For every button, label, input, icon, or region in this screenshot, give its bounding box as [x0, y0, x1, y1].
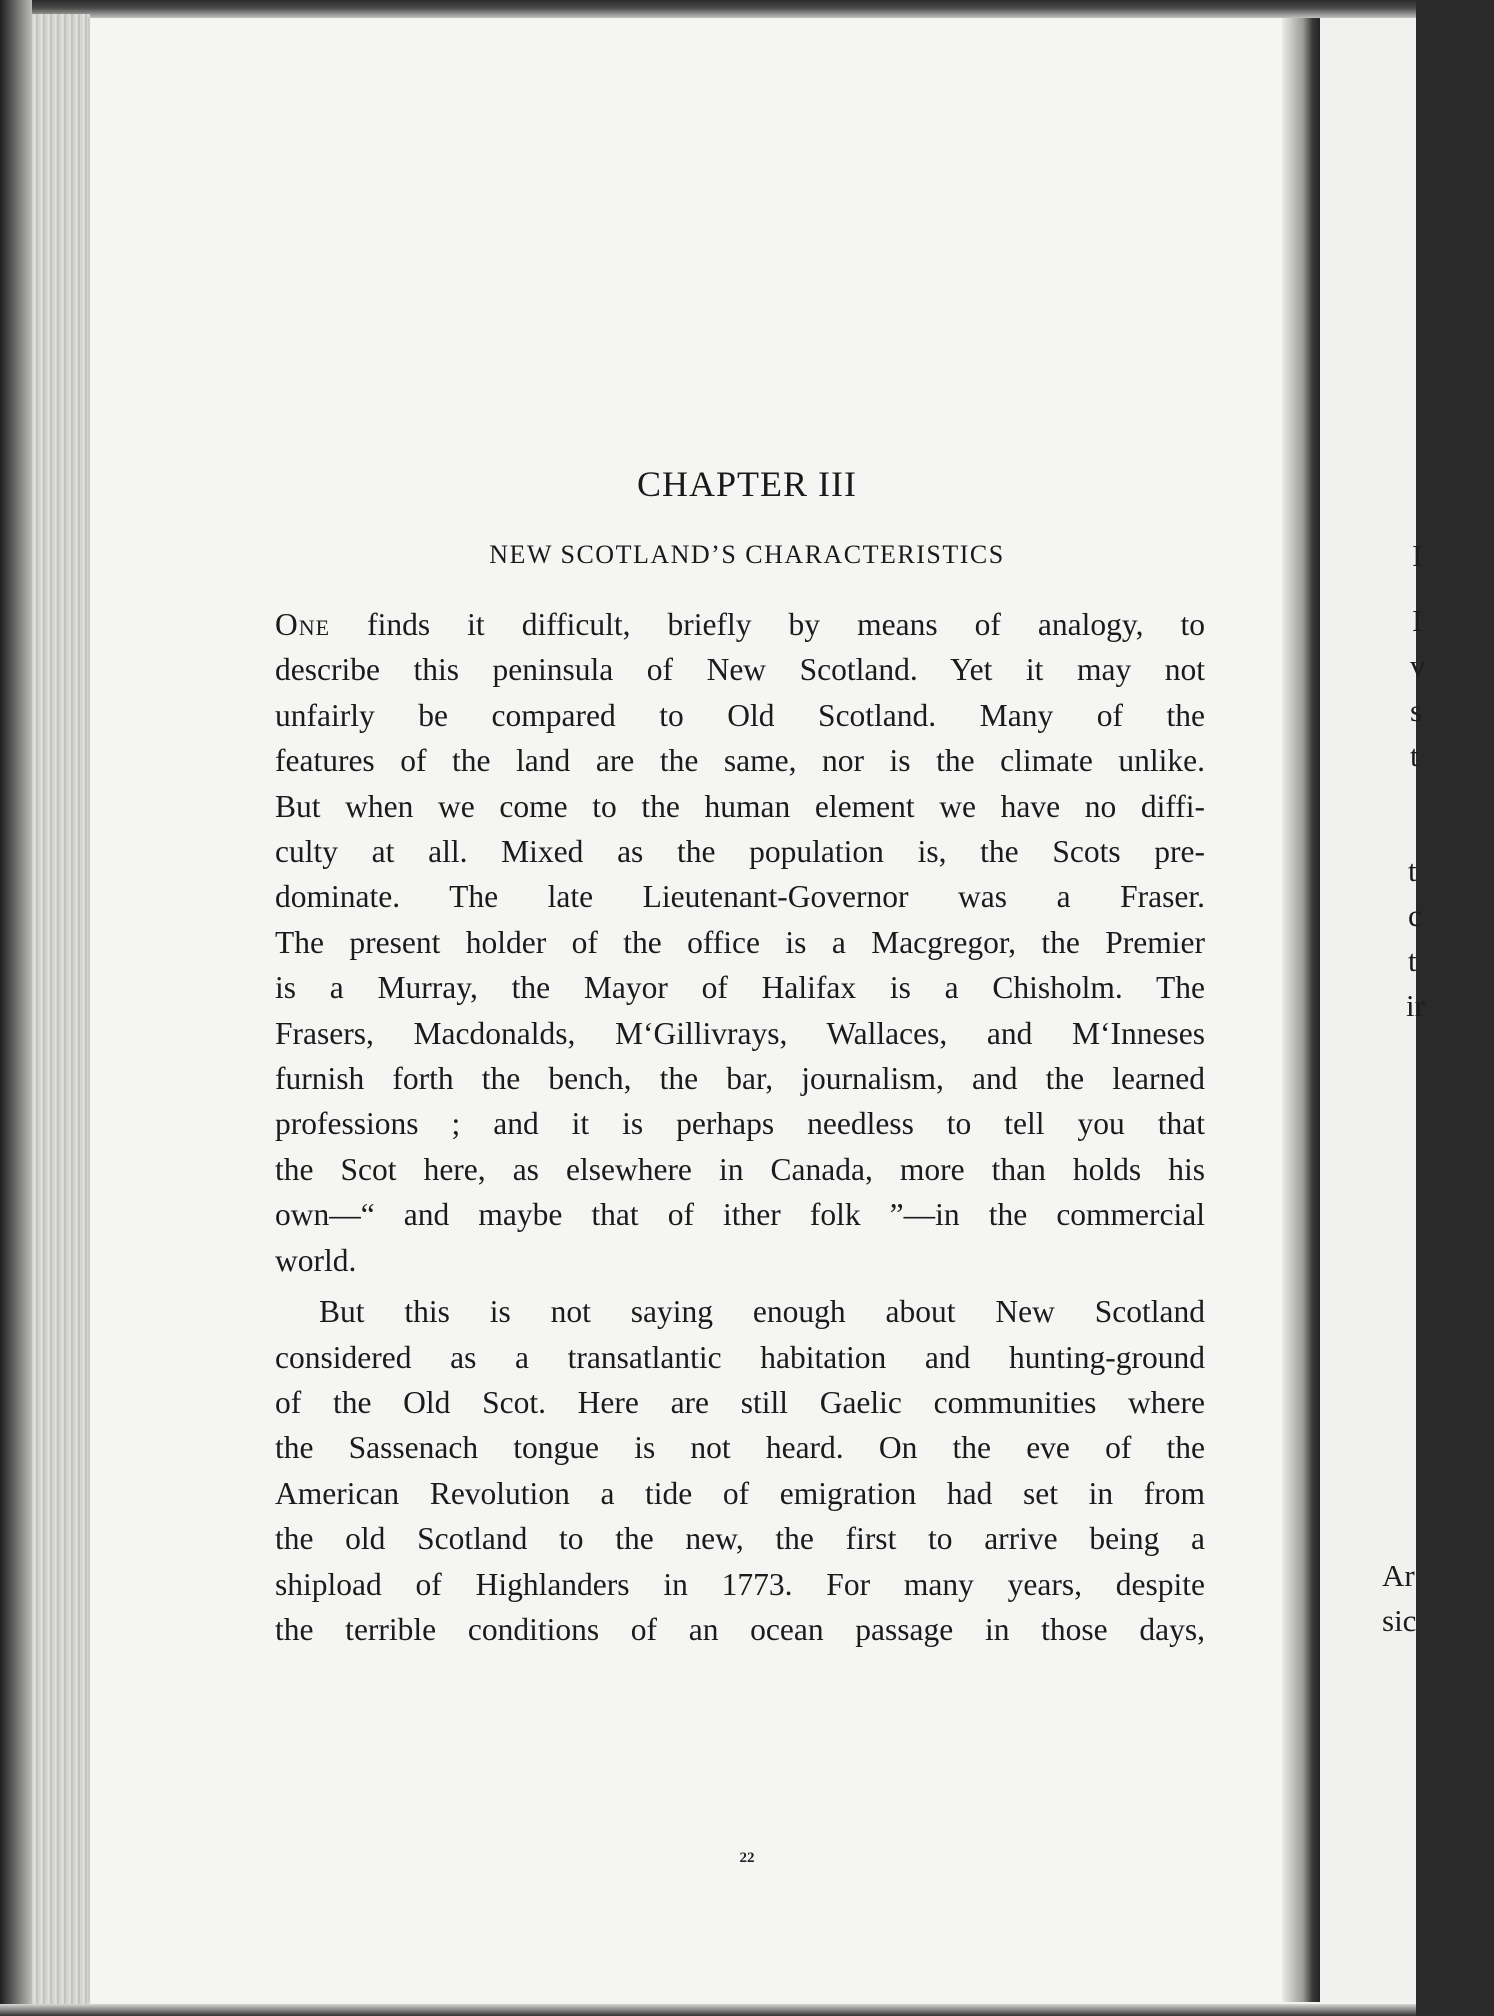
- text-line: describe this peninsula of New Scotland. Yet it may not: [275, 652, 1205, 688]
- text-line: unfairly be compared to Old Scotland. Many of the: [275, 697, 1205, 733]
- text-line: the Sassenach tongue is not heard. On the eve of the: [275, 1430, 1205, 1466]
- paragraph-2: [275, 1289, 1205, 1652]
- drop-word: One: [275, 607, 331, 642]
- page-stack-edges: [32, 14, 90, 2004]
- facing-page-letter: I: [1412, 603, 1423, 638]
- text-line: the terrible conditions of an ocean passage in those days,: [275, 1611, 1205, 1647]
- bottom-shadow: [0, 2004, 1416, 2016]
- text-line: Frasers, Macdonalds, M‘Gillivrays, Wallaces, and M‘Inneses: [275, 1015, 1205, 1051]
- text-line: professions ; and it is perhaps needless to tell you that: [275, 1106, 1205, 1142]
- facing-page-letter: t: [1408, 943, 1417, 978]
- facing-page-letter: sic: [1382, 1603, 1417, 1638]
- text-line: One finds it difficult, briefly by means of analogy, to: [275, 607, 1205, 642]
- facing-page-fragment: [1320, 18, 1426, 2002]
- facing-page-letter: v: [1410, 648, 1426, 683]
- text-line: the Scot here, as elsewhere in Canada, more than holds his: [275, 1151, 1205, 1187]
- text-line: shipload of Highlanders in 1773. For many years, despite: [275, 1566, 1205, 1602]
- book-binding-edge: [0, 0, 32, 2016]
- top-shadow: [0, 0, 1416, 20]
- chapter-number: CHAPTER III: [637, 464, 857, 504]
- facing-page-letter: c: [1408, 898, 1422, 933]
- chapter-title: NEW SCOTLAND’S CHARACTERISTICS: [489, 540, 1005, 569]
- page-number: 22: [739, 1850, 755, 1866]
- body-text: [275, 602, 1205, 1652]
- text-line: dominate. The late Lieutenant-Governor was a Fraser.: [275, 879, 1205, 915]
- text-line: But this is not saying enough about New Scotland: [319, 1294, 1205, 1330]
- text-line: The present holder of the office is a Macgregor, the Premier: [275, 924, 1205, 960]
- text-line: own—“ and maybe that of ither folk ”—in the commercial: [275, 1197, 1205, 1233]
- text-line: But when we come to the human element we have no diffi-: [275, 788, 1205, 824]
- text-line: features of the land are the same, nor is the climate unlike.: [275, 743, 1205, 779]
- facing-page-letter: Ar: [1382, 1558, 1415, 1593]
- text-line: furnish forth the bench, the bar, journalism, and the learned: [275, 1061, 1205, 1097]
- facing-page-letter: t: [1408, 853, 1417, 888]
- text-line: the old Scotland to the new, the first to arrive being a: [275, 1521, 1205, 1557]
- facing-page-letter: ir: [1406, 988, 1425, 1023]
- text-line: considered as a transatlantic habitation and hunting-ground: [275, 1339, 1205, 1375]
- facing-page-letter: t: [1410, 738, 1419, 773]
- text-line: American Revolution a tide of emigration had set in from: [275, 1475, 1205, 1511]
- text-line: is a Murray, the Mayor of Halifax is a Chisholm. The: [275, 970, 1205, 1006]
- text-line: culty at all. Mixed as the population is, the Scots pre-: [275, 834, 1205, 870]
- text-line: world.: [275, 1242, 357, 1278]
- facing-page-letter: s: [1410, 693, 1423, 728]
- page-gutter: [1282, 18, 1320, 2002]
- text-line: of the Old Scot. Here are still Gaelic communities where: [275, 1384, 1205, 1420]
- paragraph-1: [275, 602, 1205, 1283]
- facing-page-letter: I: [1412, 538, 1423, 573]
